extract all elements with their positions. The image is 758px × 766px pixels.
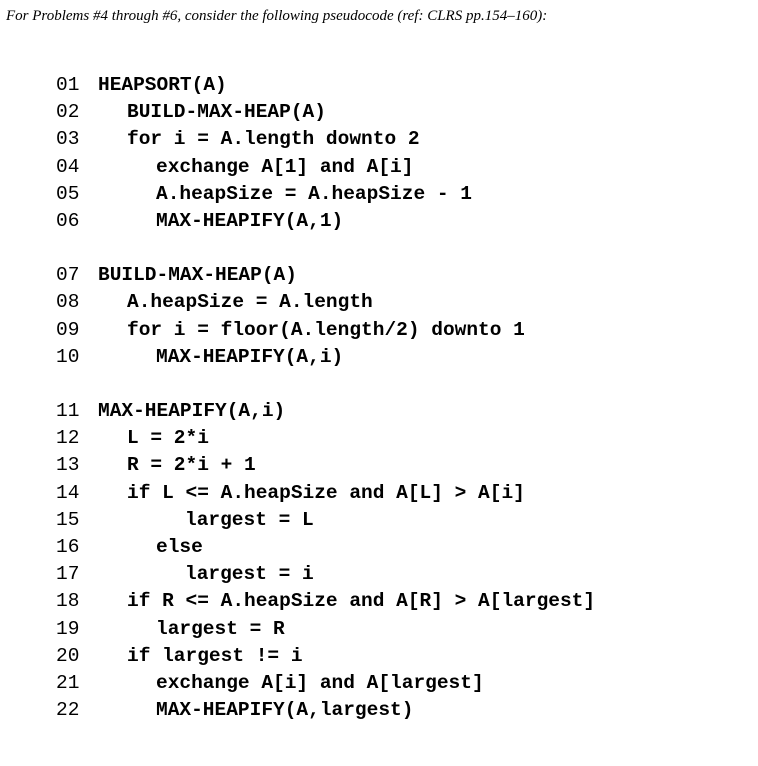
code-line xyxy=(56,507,314,534)
code-text: BUILD-MAX-HEAP(A) xyxy=(127,101,326,124)
code-line xyxy=(56,425,209,452)
code-text: HEAPSORT(A) xyxy=(98,74,227,96)
code-text: for i = A.length downto 2 xyxy=(127,128,420,151)
code-text: if largest != i xyxy=(127,644,303,667)
code-line xyxy=(56,616,285,643)
code-text: exchange A[i] and A[largest] xyxy=(156,672,484,694)
problem-intro: For Problems #4 through #6, consider the following pseudocode (ref: CLRS pp.154–160): xyxy=(6,8,548,24)
code-line xyxy=(56,208,343,235)
line-number: 13 xyxy=(56,454,80,477)
code-text: BUILD-MAX-HEAP(A) xyxy=(98,264,297,287)
code-line xyxy=(56,126,420,153)
line-number: 14 xyxy=(56,481,80,504)
code-text: R = 2*i + 1 xyxy=(127,454,256,477)
line-number: 22 xyxy=(56,699,80,722)
line-number: 04 xyxy=(56,155,80,178)
code-text: largest = L xyxy=(185,508,314,531)
line-number: 19 xyxy=(56,617,80,640)
code-line xyxy=(56,452,256,479)
line-number: 03 xyxy=(56,128,80,151)
line-number: 10 xyxy=(56,345,80,368)
code-line xyxy=(56,344,343,371)
code-line xyxy=(56,561,314,588)
line-number: 07 xyxy=(56,264,80,287)
code-text: MAX-HEAPIFY(A,largest) xyxy=(156,699,414,722)
code-line xyxy=(56,643,303,670)
code-text: A.heapSize = A.heapSize - 1 xyxy=(156,182,472,205)
line-number: 08 xyxy=(56,291,80,314)
code-text: for i = floor(A.length/2) downto 1 xyxy=(127,318,525,341)
line-number: 20 xyxy=(56,644,80,667)
code-text: largest = R xyxy=(156,617,285,640)
code-line xyxy=(56,697,413,724)
line-number: 12 xyxy=(56,427,80,450)
code-text: L = 2*i xyxy=(127,427,209,450)
line-number: 05 xyxy=(56,182,80,205)
line-number: 01 xyxy=(56,74,80,96)
code-line xyxy=(56,262,297,289)
code-text: if L <= A.heapSize and A[L] > A[i] xyxy=(127,481,525,504)
code-line xyxy=(56,317,525,344)
code-line xyxy=(56,154,413,181)
code-line xyxy=(56,534,203,561)
code-line xyxy=(56,72,227,99)
code-line xyxy=(56,289,373,316)
line-number: 17 xyxy=(56,563,80,586)
code-text: exchange A[1] and A[i] xyxy=(156,155,414,178)
code-line xyxy=(56,99,326,126)
line-number: 16 xyxy=(56,536,80,558)
line-number: 02 xyxy=(56,101,80,124)
code-line xyxy=(56,670,484,697)
line-number: 11 xyxy=(56,400,80,422)
line-number: 09 xyxy=(56,318,80,341)
line-number: 06 xyxy=(56,210,80,232)
code-text: largest = i xyxy=(185,563,314,586)
code-text: MAX-HEAPIFY(A,i) xyxy=(98,400,286,422)
code-text: MAX-HEAPIFY(A,1) xyxy=(156,210,344,232)
code-text: else xyxy=(156,536,203,558)
line-number: 15 xyxy=(56,508,80,531)
code-text: MAX-HEAPIFY(A,i) xyxy=(156,345,344,368)
line-number: 18 xyxy=(56,590,80,613)
code-text: A.heapSize = A.length xyxy=(127,291,373,314)
code-line xyxy=(56,588,595,615)
code-text: if R <= A.heapSize and A[R] > A[largest] xyxy=(127,590,596,613)
code-line xyxy=(56,480,525,507)
line-number: 21 xyxy=(56,672,80,694)
code-line xyxy=(56,181,472,208)
code-line xyxy=(56,398,285,425)
